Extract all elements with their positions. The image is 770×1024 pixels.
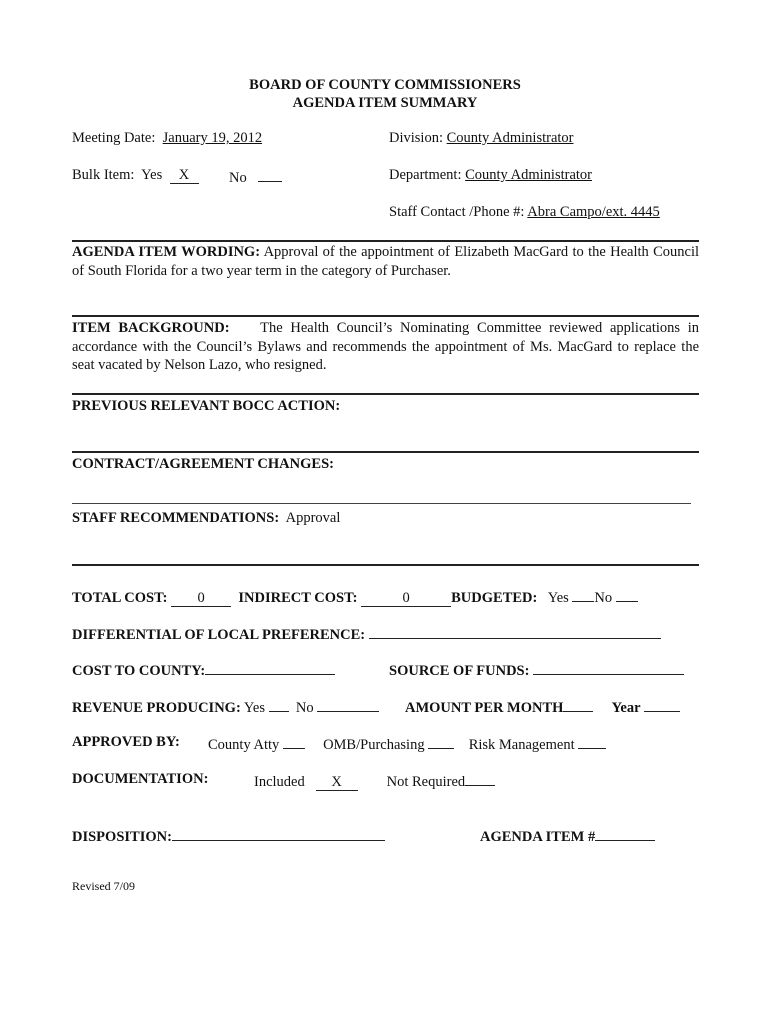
agenda-item-number-field	[595, 825, 655, 841]
disposition-label: DISPOSITION:	[72, 829, 172, 845]
bulk-item-row	[72, 166, 199, 184]
agenda-item-wording-text: Approval of the appointment of Elizabeth MacGard to the Health Council of South Florida for a two year term in the category of Purchaser.	[72, 244, 700, 279]
county-atty-field	[283, 733, 305, 749]
staff-recommendations-label: STAFF RECOMMENDATIONS:	[72, 510, 280, 526]
revenue-no-label: No	[295, 700, 314, 716]
staff-contact-label: Staff Contact /Phone #:	[389, 204, 525, 220]
budgeted-label: BUDGETED:	[451, 590, 538, 606]
revenue-yes-label: Yes	[243, 700, 265, 716]
section-divider	[72, 451, 699, 453]
documentation-label: DOCUMENTATION:	[72, 771, 209, 787]
differential-row	[72, 623, 661, 644]
not-required-field	[465, 770, 495, 786]
revision-note: Revised 7/09	[72, 879, 135, 893]
bulk-no-field	[258, 166, 282, 182]
budgeted-yes-field	[572, 586, 594, 602]
omb-purchasing-field	[428, 733, 454, 749]
source-of-funds-field	[533, 659, 684, 675]
cost-to-county-field	[205, 659, 335, 675]
item-background	[72, 319, 699, 375]
amount-per-month-label: AMOUNT PER MONTH	[405, 700, 564, 716]
source-of-funds-label: SOURCE OF FUNDS:	[389, 663, 530, 679]
agenda-item-number-label: AGENDA ITEM #	[480, 829, 596, 845]
division-row	[389, 129, 573, 147]
item-background-label: ITEM BACKGROUND:	[72, 320, 230, 336]
approvers-group	[208, 733, 606, 754]
previous-action-label: PREVIOUS RELEVANT BOCC ACTION:	[72, 398, 341, 414]
budgeted-no-field	[616, 586, 638, 602]
county-atty-label: County Atty	[208, 737, 280, 753]
budgeted-yes-label: Yes	[547, 590, 569, 606]
total-cost-field: 0	[171, 591, 231, 607]
agenda-item-number-row	[480, 825, 655, 846]
disposition-field	[172, 825, 385, 841]
section-divider	[72, 393, 699, 395]
documentation-options	[254, 770, 495, 791]
meeting-date-row	[72, 129, 262, 147]
revenue-row	[72, 696, 379, 717]
meeting-date-value: January 19, 2012	[162, 130, 263, 146]
staff-recommendations-row	[72, 509, 340, 527]
included-label: Included	[254, 774, 305, 790]
differential-label: DIFFERENTIAL OF LOCAL PREFERENCE:	[72, 627, 366, 643]
year-label: Year	[611, 700, 641, 716]
contract-changes-label: CONTRACT/AGREEMENT CHANGES:	[72, 456, 334, 472]
section-divider	[72, 503, 691, 504]
amount-per-month-field	[563, 696, 593, 712]
section-divider	[72, 315, 699, 317]
included-field: X	[316, 775, 358, 791]
risk-management-field	[578, 733, 606, 749]
indirect-cost-field: 0	[361, 591, 451, 607]
disposition-row	[72, 825, 385, 846]
indirect-cost-label: INDIRECT COST:	[238, 590, 358, 606]
department-label: Department:	[389, 167, 462, 183]
risk-management-label: Risk Management	[468, 737, 575, 753]
department-row	[389, 166, 592, 184]
cost-to-county-label: COST TO COUNTY:	[72, 663, 206, 679]
form-subtitle: AGENDA ITEM SUMMARY	[292, 95, 478, 111]
staff-recommendations-value: Approval	[285, 510, 341, 526]
approved-by-label: APPROVED BY:	[72, 734, 180, 750]
bulk-no-label: No	[229, 170, 247, 186]
not-required-label: Not Required	[386, 774, 466, 790]
revenue-yes-field	[269, 696, 289, 712]
revenue-producing-label: REVENUE PRODUCING:	[72, 700, 241, 716]
budgeted-no-label: No	[594, 590, 613, 606]
agenda-item-wording	[72, 243, 699, 280]
department-value: County Administrator	[465, 167, 592, 183]
section-divider	[72, 564, 699, 566]
item-background-text: The Health Council’s Nominating Committee reviewed applications in accordance with the Council’s Bylaws and recommends the appointment of Ms. MacGard to replace the seat vacated by Nelson Lazo, who resigned.	[72, 320, 699, 373]
cost-row	[72, 586, 638, 607]
form-title: BOARD OF COUNTY COMMISSIONERS	[249, 77, 521, 93]
cost-to-county-row	[72, 659, 335, 680]
meeting-date-label: Meeting Date:	[72, 130, 156, 146]
documentation-row	[72, 770, 208, 788]
approved-by-row	[72, 733, 180, 751]
revenue-no-field	[317, 696, 379, 712]
division-label: Division:	[389, 130, 443, 146]
omb-purchasing-label: OMB/Purchasing	[323, 737, 425, 753]
agenda-item-wording-label: AGENDA ITEM WORDING:	[72, 244, 261, 260]
amount-per-month-row	[405, 696, 680, 717]
year-field	[644, 696, 680, 712]
differential-field	[369, 623, 661, 639]
source-of-funds-row	[389, 659, 684, 680]
division-value: County Administrator	[446, 130, 574, 146]
bulk-no-group	[229, 166, 282, 187]
bulk-item-label: Bulk Item:	[72, 167, 135, 183]
bulk-yes-field: X	[170, 168, 199, 184]
section-divider	[72, 240, 699, 242]
staff-contact-row	[389, 203, 660, 221]
bulk-yes-label: Yes	[141, 167, 163, 183]
total-cost-label: TOTAL COST:	[72, 590, 168, 606]
staff-contact-value: Abra Campo/ext. 4445	[527, 204, 660, 220]
